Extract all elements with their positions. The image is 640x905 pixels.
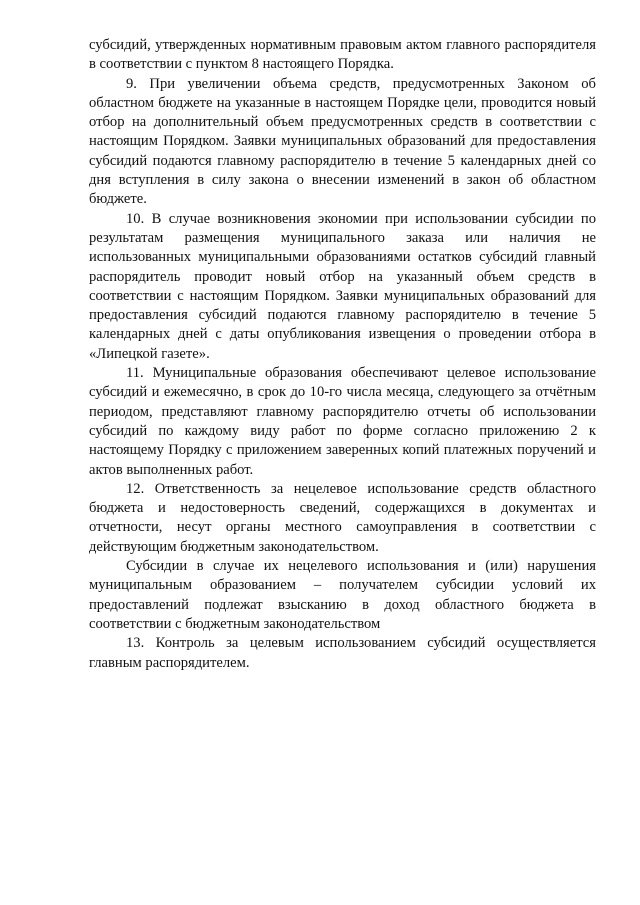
paragraph-12: 12. Ответственность за нецелевое использование средств областного бюджета и недостоверность сведений, содержащихся в документах и отчетности, несут органы местного самоуправления в соответствии с действующим бюджетным законодательством. (89, 480, 596, 555)
paragraph-9: 9. При увеличении объема средств, предусмотренных Законом об областном бюджете на указанные в настоящем Порядке цели, проводится новый отбор на дополнительный объем предусмотренных средств в соответствии с настоящим Порядком. Заявки муниципальных образований для предоставления субсидий подаются главному распорядителю в течение 5 календарных дней со дня вступления в силу закона о внесении изменений в закон об областном бюджете. (89, 75, 596, 208)
paragraph-11: 11. Муниципальные образования обеспечивают целевое использование субсидий и ежемесячно, в срок до 10-го числа месяца, следующего за отчётным периодом, представляют главному распорядителю отчеты об использовании субсидий по каждому виду работ по форме согласно приложению 2 к настоящему Порядку с приложением заверенных копий платежных поручений и актов выполненных работ. (89, 365, 596, 478)
paragraph-continuation: субсидий, утвержденных нормативным правовым актом главного распорядителя в соответствии с пунктом 8 настоящего Порядка. (89, 37, 596, 73)
paragraph-12-subsidies: Субсидии в случае их нецелевого использования и (или) нарушения муниципальным образованием – получателем субсидии условий их предоставлений подлежат взысканию в доход областного бюджета в соответствии с бюджетным законодательством (89, 558, 596, 632)
document-page (89, 36, 596, 673)
paragraph-13: 13. Контроль за целевым использованием субсидий осуществляется главным распорядителем. (89, 635, 596, 671)
paragraph-10: 10. В случае возникновения экономии при использовании субсидии по результатам размещения муниципального заказа или наличия не использованных муниципальными образованиями остатков субсидий главный распорядитель проводит новый отбор на указанный объем средств в соответствии с настоящим Порядком. Заявки муниципальных образований для предоставления субсидий подаются главному распорядителю в течение 5 календарных дней с даты опубликования извещения о проведении отбора в «Липецкой газете». (89, 210, 596, 362)
